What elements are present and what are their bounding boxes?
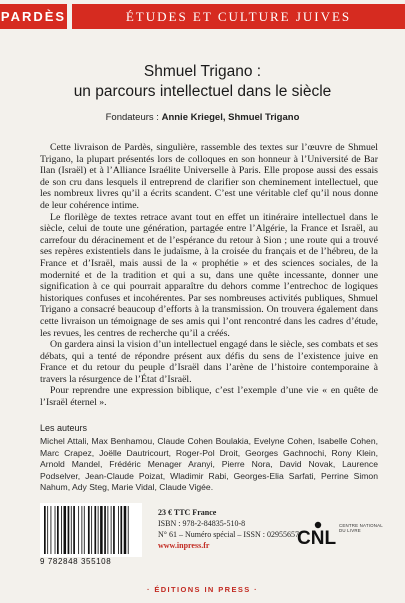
price: 23 € TTC France	[158, 508, 217, 517]
publisher-name: · ÉDITIONS IN PRESS ·	[146, 585, 259, 594]
isbn: ISBN : 978-2-84835-510-8	[158, 519, 246, 528]
website-link[interactable]: www.inpress.fr	[158, 541, 210, 550]
title-line-1: Shmuel Trigano :	[143, 63, 262, 80]
book-info	[158, 507, 308, 551]
paragraph: Cette livraison de Pardès, singulière, rassemble des textes sur l’œuvre de Shmuel Trigano, la plupart présentés lors de colloques en son honneur à l’Université de Bar Ilan (Israël) et à l’Alliance Israélite Universelle à Paris. Elle propose aussi des essais de son cru dans lesquels il entreprend de clarifier son cheminement intellectuel, que les nombreux livres qu’il a écrits scandent. C’est une véritable clef qu’il nous donne de leur cohérence intime.	[40, 142, 378, 211]
paragraph: On gardera ainsi la vision d’un intellectuel engagé dans le siècle, ses combats et ses débats, qui a tenté de répondre présent aux défis du sens de l’existence juive en France et du retour du peuple d’Israël dans l’arène de l’histoire contemporaine à travers la résurgence de l’État d’Israël.	[40, 339, 378, 385]
paragraph: Pour reprendre une expression biblique, c’est l’exemple d’une vie « en quête de l’Israël éternel ».	[40, 385, 378, 409]
authors-heading: Les auteurs	[40, 423, 88, 433]
founders-names: Annie Kriegel, Shmuel Trigano	[161, 112, 300, 123]
cnl-logo	[296, 517, 336, 557]
brand-box	[0, 4, 67, 29]
authors-list: Michel Attali, Max Benhamou, Claude Cohen Boulakia, Evelyne Cohen, Isabelle Cohen, Marc Crapez, Joëlle Dautricourt, Roger-Pol Droit, Georges Gachnochi, Rony Klein, Arnold Mandel, Frédéric Menager Aranyi, Pierre Nora, David Novak, Laurence Podselver, Jean-Claude Poizat, Wladimir Rabi, Georges-Elia Sarfati, Perrine Simon Nahum, Ady Steg, Marie Vidal, Claude Vigée.	[40, 436, 378, 492]
cnl-caption: CENTRE NATIONAL DU LIVRE	[339, 523, 383, 534]
founders-label: Fondateurs :	[105, 112, 162, 123]
founders-line	[0, 112, 405, 123]
book-title	[0, 62, 405, 102]
journal-name: PARDÈS	[0, 9, 67, 24]
paragraph: Le florilège de textes retrace avant tout en effet un itinéraire intellectuel dans le siècle, celui de toute une génération, partagée entre l’Algérie, la France et Israël, au carrefour du déracinement et de l’espérance du retour à Sion ; une route qui a trouvé ses repères existentiels dans le judaïsme, à la croisée du français et de l’hébreu, de la France et d’Israël, mais aussi de la « prophétie » et des sciences sociales, de la modernité et de la tradition et qui a su, dans une quête incessante, donner une signification à ce qui pourrait apparaître du dehors comme l’entrechoc de logiques historiques confuses et incohérentes. Par ses nombreuses activités publiques, Shmuel Trigano a consacré beaucoup d’efforts à la transmission. On trouvera également dans cette livraison un témoignage de ses amis qui l’ont rencontré dans les cadres d’étude, les revues, les centres de recherche qu’il a créés.	[40, 211, 378, 339]
title-line-2: un parcours intellectuel dans le siècle	[73, 83, 332, 100]
barcode-number: 9 782848 355108	[40, 557, 112, 566]
series-subtitle: ÉTUDES ET CULTURE JUIVES	[125, 9, 352, 24]
issue-info: N° 61 – Numéro spécial – ISSN : 02955657	[158, 530, 299, 539]
series-box	[72, 4, 405, 29]
cnl-logo-text: CNL	[297, 528, 336, 549]
header-band	[0, 4, 405, 29]
barcode-icon	[40, 503, 142, 557]
description-text	[40, 142, 378, 409]
